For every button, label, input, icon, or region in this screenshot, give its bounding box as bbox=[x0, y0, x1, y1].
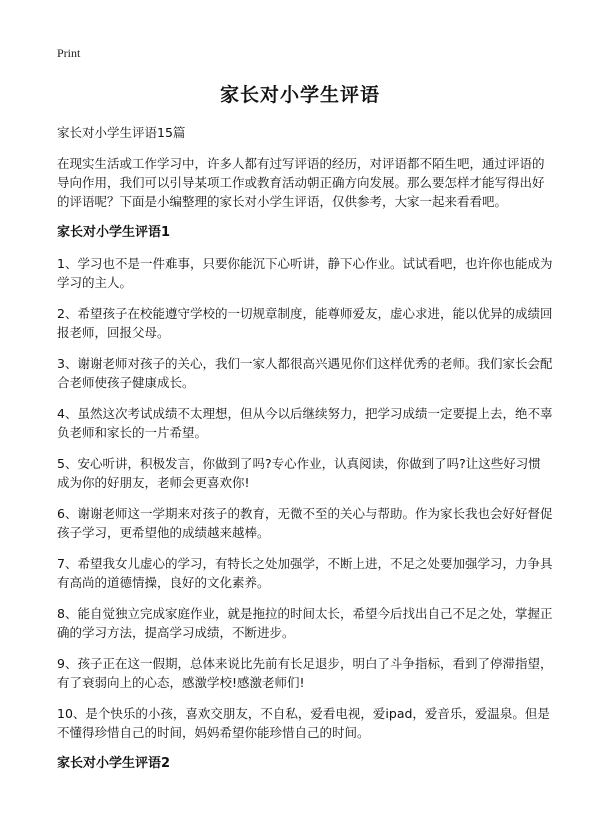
comment-item-8: 8、能自觉独立完成家庭作业，就是拖拉的时间太长，希望今后找出自己不足之处，掌握正确的学习方法，提高学习成绩，不断进步。 bbox=[57, 606, 553, 640]
comment-item-7: 7、希望我女儿虚心的学习，有特长之处加强学，不断上进，不足之处要加强学习，力争具有高尚的道德情操，良好的文化素养。 bbox=[57, 556, 553, 590]
comment-item-6: 6、谢谢老师这一学期来对孩子的教育，无微不至的关心与帮助。作为家长我也会好好督促孩子学习，更希望他的成绩越来越棒。 bbox=[57, 506, 553, 540]
comment-item-1: 1、学习也不是一件难事，只要你能沉下心听讲，静下心作业。试试看吧，也许你也能成为学习的主人。 bbox=[57, 256, 553, 290]
article-subtitle: 家长对小学生评语15篇 bbox=[57, 125, 186, 140]
comment-item-2: 2、希望孩子在校能遵守学校的一切规章制度，能尊师爱友，虚心求进，能以优异的成绩回报老师，回报父母。 bbox=[57, 306, 553, 340]
comment-item-4: 4、虽然这次考试成绩不太理想，但从今以后继续努力，把学习成绩一定要提上去，绝不辜负老师和家长的一片希望。 bbox=[57, 406, 553, 440]
page-title: 家长对小学生评语 bbox=[219, 84, 380, 106]
comment-item-10: 10、是个快乐的小孩，喜欢交朋友，不自私，爱看电视，爱ipad，爱音乐，爱温泉。但是不懂得珍惜自己的时间，妈妈希望你能珍惜自己的时间。 bbox=[57, 706, 550, 740]
article-body bbox=[57, 123, 553, 785]
intro-paragraph: 在现实生活或工作学习中，许多人都有过写评语的经历，对评语都不陌生吧，通过评语的导向作用，我们可以引导某项工作或教育活动朝正确方向发展。那么要怎样才能写得出好的评语呢？下面是小编整理的家长对小学生评语，仅供参考，大家一起来看看吧。 bbox=[57, 156, 545, 209]
comment-item-9: 9、孩子正在这一假期，总体来说比先前有长足退步，明白了斗争指标，看到了停滞指望，有了衰弱向上的心态，感激学校!感激老师们! bbox=[57, 656, 553, 690]
comment-item-5: 5、安心听讲，积极发言，你做到了吗?专心作业，认真阅读，你做到了吗?让这些好习惯成为你的好朋友，老师会更喜欢你! bbox=[57, 456, 541, 490]
section-heading-2: 家长对小学生评语2 bbox=[57, 756, 171, 771]
section-heading-1: 家长对小学生评语1 bbox=[57, 225, 171, 240]
print-link[interactable]: Print bbox=[57, 46, 81, 60]
comment-item-3: 3、谢谢老师对孩子的关心，我们一家人都很高兴遇见你们这样优秀的老师。我们家长会配合老师使孩子健康成长。 bbox=[57, 356, 553, 390]
